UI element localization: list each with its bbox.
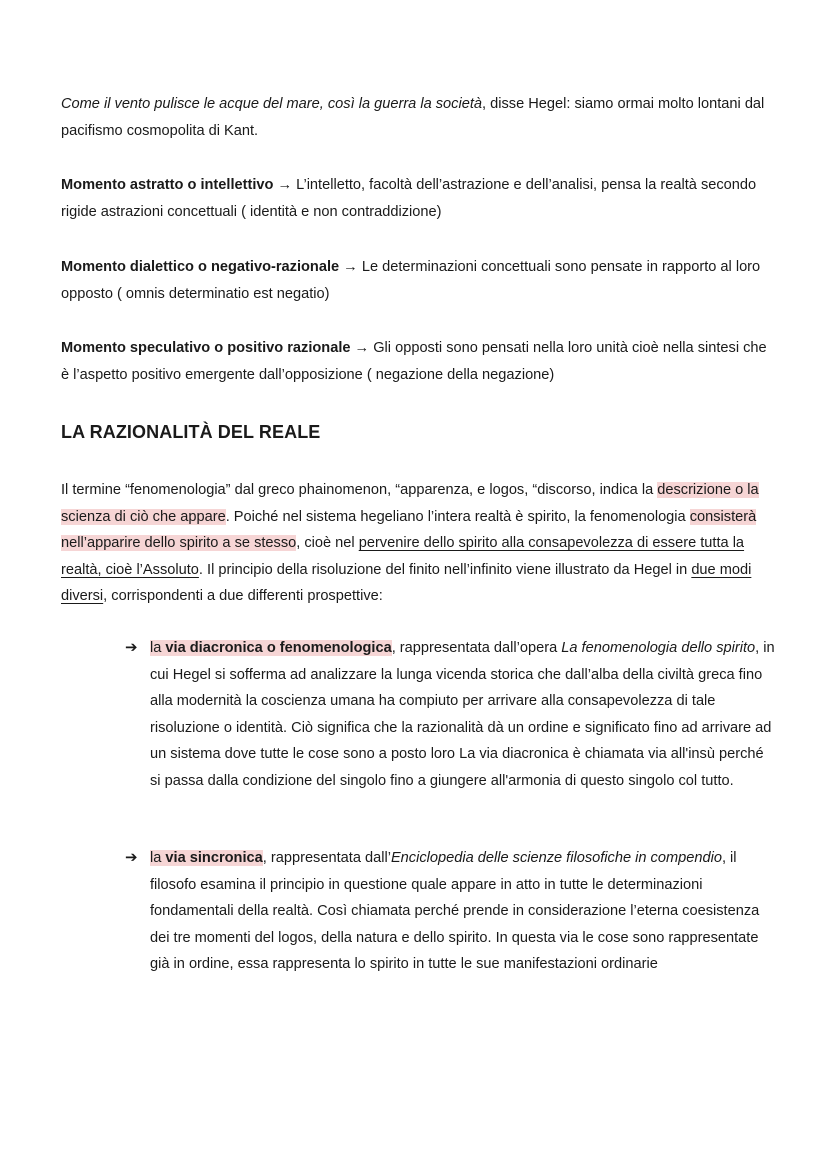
- bullet-text: , rappresentata dall’opera: [391, 640, 562, 656]
- quote-italic: Come il vento pulisce le acque del mare, così la guerra la società: [61, 96, 483, 112]
- bullet-synchronic: [125, 845, 775, 978]
- highlight-description: descrizione o la scienza di ciò che appare: [61, 482, 759, 525]
- arrow-bullet-icon: ➔: [125, 849, 138, 866]
- hegel-quote-paragraph: [61, 91, 771, 144]
- moment-text: → Le determinazioni concettuali sono pensate in rapporto al loro opposto ( omnis determinatio est negatio): [61, 259, 761, 302]
- intro-text: , cioè nel: [296, 535, 359, 551]
- bullet-body: [150, 845, 775, 978]
- phenomenology-intro-paragraph: [61, 477, 773, 610]
- moment-speculative-paragraph: [61, 335, 771, 388]
- moment-title: Momento astratto o intellettivo: [61, 177, 274, 193]
- bullet-prefix: la: [150, 850, 166, 866]
- highlight-synchronic: [150, 850, 263, 866]
- moment-title: Momento dialettico o negativo-razionale: [61, 259, 340, 275]
- quote-rest: , disse Hegel: siamo ormai molto lontani dal pacifismo cosmopolita di Kant.: [61, 96, 765, 139]
- bullet-diachronic: [125, 635, 775, 794]
- intro-text: , corrispondenti a due differenti prospettive:: [103, 588, 383, 604]
- bullet-text: , rappresentata dall’: [262, 850, 391, 866]
- bullet-body: [150, 635, 775, 794]
- moment-title: Momento speculativo o positivo razionale: [61, 340, 351, 356]
- highlight-diachronic: [150, 640, 392, 656]
- bullet-term: via diacronica o fenomenologica: [165, 640, 392, 656]
- intro-text: Il termine “fenomenologia” dal greco phainomenon, “apparenza, e logos, “discorso, indica la: [61, 482, 658, 498]
- moment-text: → Gli opposti sono pensati nella loro unità cioè nella sintesi che è l’aspetto positivo emergente dall’opposizione ( negazione della negazione): [61, 340, 767, 383]
- bullet-term: via sincronica: [165, 850, 263, 866]
- bullet-text: , in cui Hegel si sofferma ad analizzare la lunga vicenda storica che dall’alba della civiltà greca fino alla modernità la coscienza umana ha compiuto per arrivare alla consapevolezza di tale risoluzione o identità. Ciò significa che la razionalità dà un ordine e significato fino ad arrivare ad un sistema dove tutte le cose sono a posto loro La via diacronica è chiamata via all'insù perché si passa dalla condizione del singolo fino a giungere all'armonia di questo singolo col tutto.: [150, 640, 775, 789]
- intro-text: . Il principio della risoluzione del finito nell’infinito viene illustrato da Hegel in: [198, 561, 692, 578]
- bullet-prefix: la: [150, 640, 166, 656]
- moment-text: → L’intelletto, facoltà dell’astrazione e dell’analisi, pensa la realtà secondo rigide astrazioni concettuali ( identità e non contraddizione): [61, 177, 757, 220]
- underline-absolute: pervenire dello spirito alla consapevolezza di essere tutta la realtà, cioè l’Assoluto: [61, 535, 745, 578]
- moment-dialectic-paragraph: [61, 254, 771, 307]
- arrow-bullet-icon: ➔: [125, 639, 138, 656]
- intro-text: . Poiché nel sistema hegeliano l’intera realtà è spirito, la fenomenologia: [225, 508, 690, 525]
- bullet-text: , il filosofo esamina il principio in questione quale appare in atto in tutte le determinazioni fondamentali della realtà. Così chiamata perché prende in considerazione l’eterna coesistenza dei tre momenti del logos, della natura e dello spirito. In questa via le cose sono rappresentate già in ordine, essa rappresenta lo spirito in tutte le sue manifestazioni ordinarie: [150, 850, 760, 972]
- underline-two-ways: due modi diversi: [61, 561, 752, 604]
- work-title: La fenomenologia dello spirito: [561, 640, 756, 656]
- work-title: Enciclopedia delle scienze filosofiche in compendio: [390, 850, 722, 866]
- highlight-appearing-spirit: consisterà nell’apparire dello spirito a se stesso: [61, 508, 757, 551]
- moment-abstract-paragraph: [61, 172, 771, 225]
- section-heading: LA RAZIONALITÀ DEL REALE: [61, 422, 321, 442]
